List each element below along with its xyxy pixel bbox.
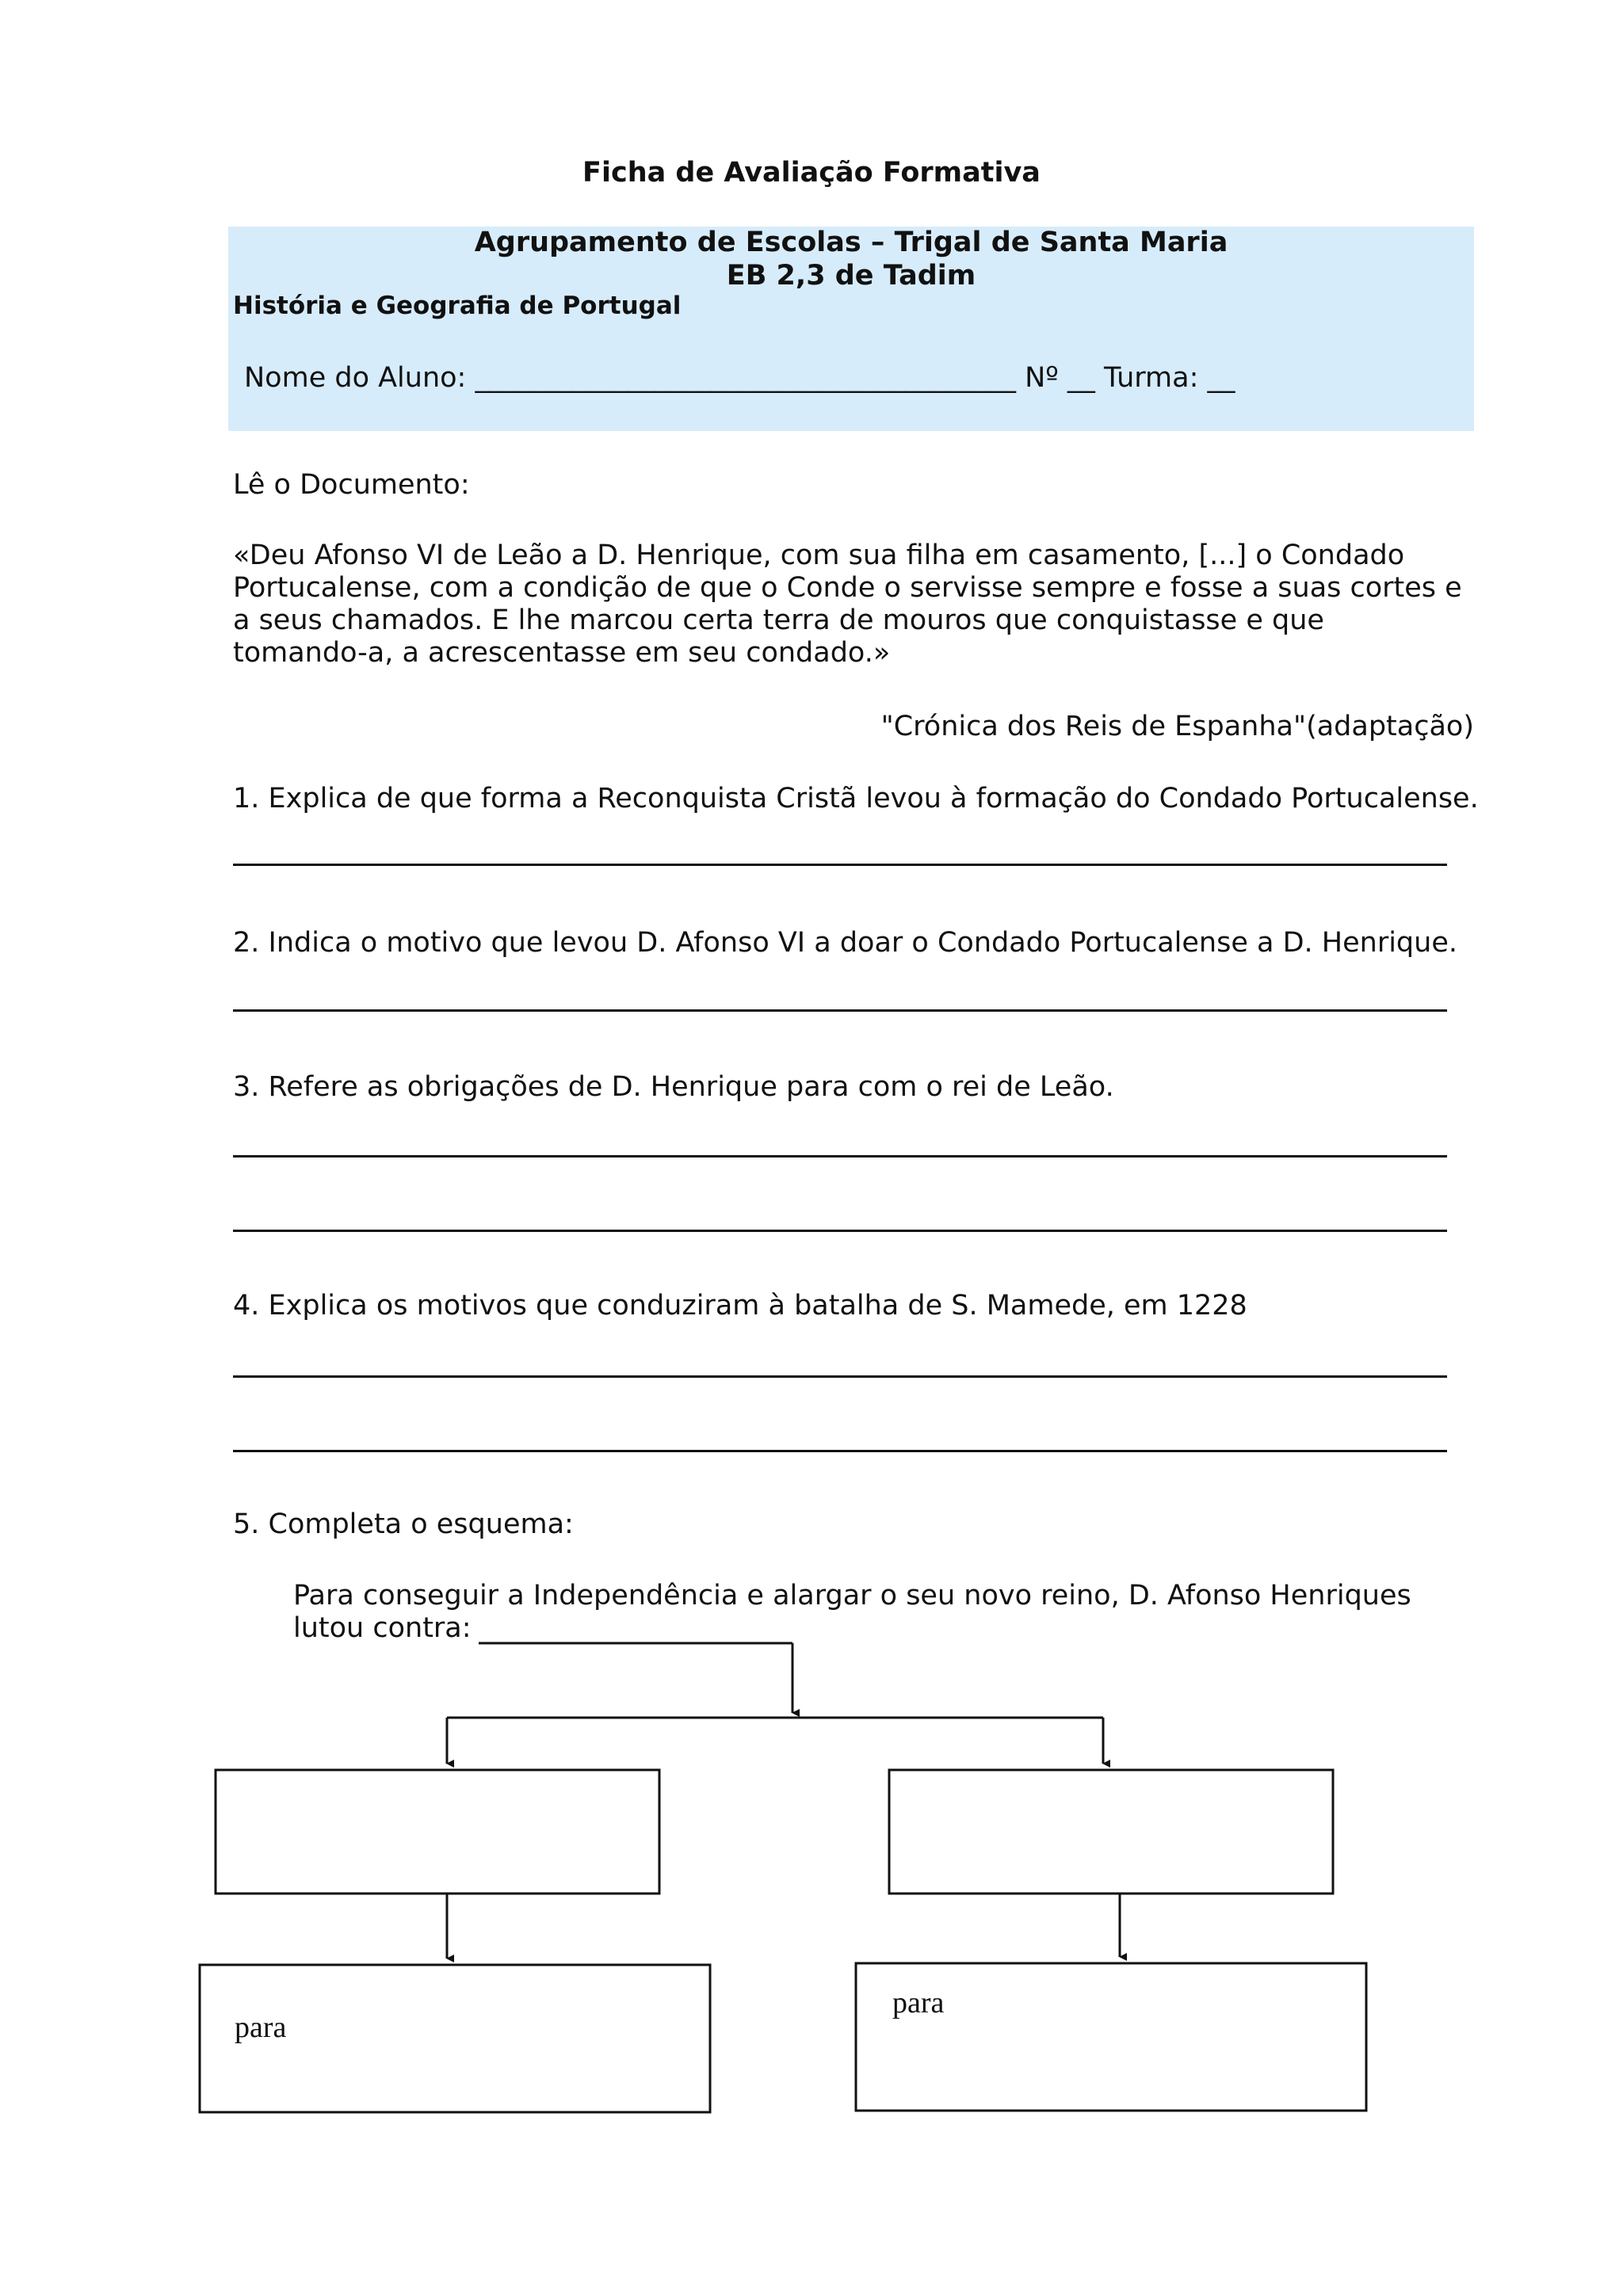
right-bottom-label: para (892, 1986, 945, 2019)
question-2: 2. Indica o motivo que levou D. Afonso VI a doar o Condado Portucalense a D. Henrique. (233, 927, 1457, 959)
quote-line: «Deu Afonso VI de Leão a D. Henrique, com sua filha em casamento, [...] o Condado (233, 540, 1405, 571)
quote-line: Portucalense, com a condição de que o Conde o servisse sempre e fosse a suas cortes e (233, 572, 1462, 604)
question-5: 5. Completa o esquema: (233, 1508, 574, 1540)
student-info-field[interactable]: Nome do Aluno: _______________________________________ Nº __ Turma: __ (244, 362, 1235, 394)
right-top-box (889, 1770, 1333, 1894)
subject-name: História e Geografia de Portugal (233, 292, 682, 320)
school-unit: EB 2,3 de Tadim (726, 260, 976, 292)
scheme-prompt: Para conseguir a Independência e alargar o seu novo reino, D. Afonso Henriques (293, 1580, 1411, 1611)
quote-line: a seus chamados. E lhe marcou certa terra de mouros que conquistasse e que (233, 605, 1324, 636)
document-intro: Lê o Documento: (233, 469, 470, 501)
page-title: Ficha de Avaliação Formativa (582, 157, 1041, 189)
question-1: 1. Explica de que forma a Reconquista Cristã levou à formação do Condado Portucalense. (233, 783, 1479, 814)
left-bottom-label: para (235, 2011, 287, 2044)
quote-line: tomando-a, a acrescentasse em seu condado.» (233, 637, 891, 669)
question-4: 4. Explica os motivos que conduziram à batalha de S. Mamede, em 1228 (233, 1290, 1247, 1322)
scheme-prompt-end: lutou contra: (293, 1612, 472, 1644)
document-source: "Crónica dos Reis de Espanha"(adaptação) (880, 711, 1474, 742)
question-3: 3. Refere as obrigações de D. Henrique para com o rei de Leão. (233, 1071, 1114, 1103)
school-name: Agrupamento de Escolas – Trigal de Santa Maria (474, 227, 1228, 258)
left-top-box (216, 1770, 659, 1894)
